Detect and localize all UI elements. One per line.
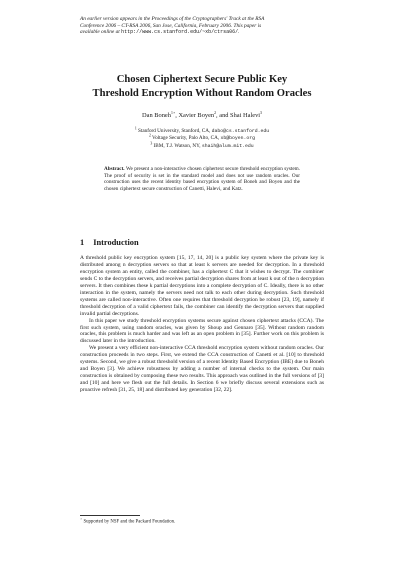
paper-url-link[interactable]: http://www.cs.stanford.edu/~xb/ctrsa06/	[121, 29, 239, 36]
affiliation-email[interactable]: xb@boyen.org	[220, 136, 256, 142]
publication-note-period: .	[238, 29, 240, 36]
affiliation-item	[80, 135, 324, 142]
publication-note-line: Conference 2006 – CT-RSA 2006, San Jose, California, February 2006. This paper is	[80, 22, 262, 29]
publication-note-line: An earlier version appears in the Proceedings of the Cryptographers' Track at the RSA	[80, 16, 265, 22]
affiliation-text: Stanford University, Stanford, CA,	[138, 128, 211, 134]
body-paragraph: A threshold public key encryption system [15, 17, 14, 20] is a public key system where the private key is distributed among n decryption servers so that at least k servers are needed for decryption. In a threshold encryption system an entity, called the combiner, has a ciphertext C that it wishes to decrypt. The combiner sends C to the decryption servers, and receives partial decryption shares from at least k out of the n decryption servers. It then combines these k partial decryptions into a complete decryption of C. Ideally, there is no other interaction in the system, namely the servers need not talk to each other during decryption. Such threshold systems are called non-interactive. Often one requires that threshold decryption be robust [23, 19], namely if threshold decryption of a valid ciphertext fails, the combiner can identify the decryption servers that supplied invalid partial decryptions.	[80, 255, 324, 317]
abstract-text: We present a non-interactive chosen ciphertext secure threshold encryption system. The proof of security is set in the standard model and does not use random oracles. Our construction uses the recent identity based encryption system of Boneh and Boyen and the chosen ciphertext secure construction of Canetti, Halevi, and Katz.	[104, 166, 301, 192]
paper-title-line: Chosen Ciphertext Secure Public Key	[116, 74, 288, 85]
publication-note	[80, 16, 324, 36]
footnote	[80, 519, 324, 525]
section-body	[80, 255, 324, 394]
section-heading	[80, 238, 148, 247]
affiliation-number: 1	[134, 126, 137, 131]
publication-note-text: available online at	[80, 29, 120, 36]
affiliation-email[interactable]: shaih@alum.mit.edu	[201, 143, 254, 149]
body-paragraph: In this paper we study threshold encryption systems secure against chosen ciphertext attacks (CCA). The first such system, using random oracles, was given by Shoup and Gennaro [35]. Without random random oracles, this problem is much harder and was left as an open problem in [35]. Further work on this problem is discussed later in the introduction.	[80, 317, 324, 345]
author-name: , Xavier Boyen	[175, 112, 215, 119]
author-affiliation-mark: 3	[260, 110, 262, 115]
affiliation-email[interactable]: dabo@cs.stanford.edu	[211, 129, 270, 134]
affiliation-list	[80, 128, 324, 150]
paper-title	[80, 73, 324, 101]
section-number: 1	[80, 238, 85, 247]
body-paragraph: We present a very efficient non-interactive CCA threshold encryption system without random oracles. Our construction proceeds in two steps. First, we extend the CCA construction of Canetti et al. [10] to threshold systems. Second, we give a robust threshold version of a recent Identity Based Encryption (IBE) due to Boneh and Boyen [3]. We achieve robustness by adding a number of internal checks to the system. Our main construction is obtained by composing these two results. This approach was outlined in the full versions of [3] and [10] and here we flesh out the full details. In Section 6 we briefly discuss several extensions such as proactive refresh [31, 25, 18] and distributed key generation [32, 22].	[80, 345, 324, 394]
footnote-text: Supported by NSF and the Packard Foundation.	[83, 519, 176, 525]
author-name: , and Shai Halevi	[216, 112, 261, 119]
footnote-rule	[80, 515, 140, 516]
paper-title-line: Threshold Encryption Without Random Oracles	[92, 88, 312, 99]
affiliation-number: 3	[150, 141, 153, 146]
author-list	[80, 112, 324, 119]
abstract-label: Abstract.	[104, 166, 125, 172]
affiliation-text: IBM, T.J. Watson, NY,	[153, 142, 201, 149]
author-name: Dan Boneh	[142, 112, 171, 119]
author-affiliation-mark: 2	[214, 110, 217, 115]
abstract	[104, 166, 300, 192]
author-affiliation-mark: 1⋆	[170, 110, 176, 115]
affiliation-text: Voltage Security, Palo Alto, CA,	[152, 135, 220, 142]
publication-note-line	[80, 29, 324, 36]
footnote-mark: ⋆	[80, 517, 83, 521]
affiliation-number: 2	[148, 133, 151, 138]
affiliation-item	[80, 143, 324, 150]
section-title: Introduction	[93, 238, 139, 247]
